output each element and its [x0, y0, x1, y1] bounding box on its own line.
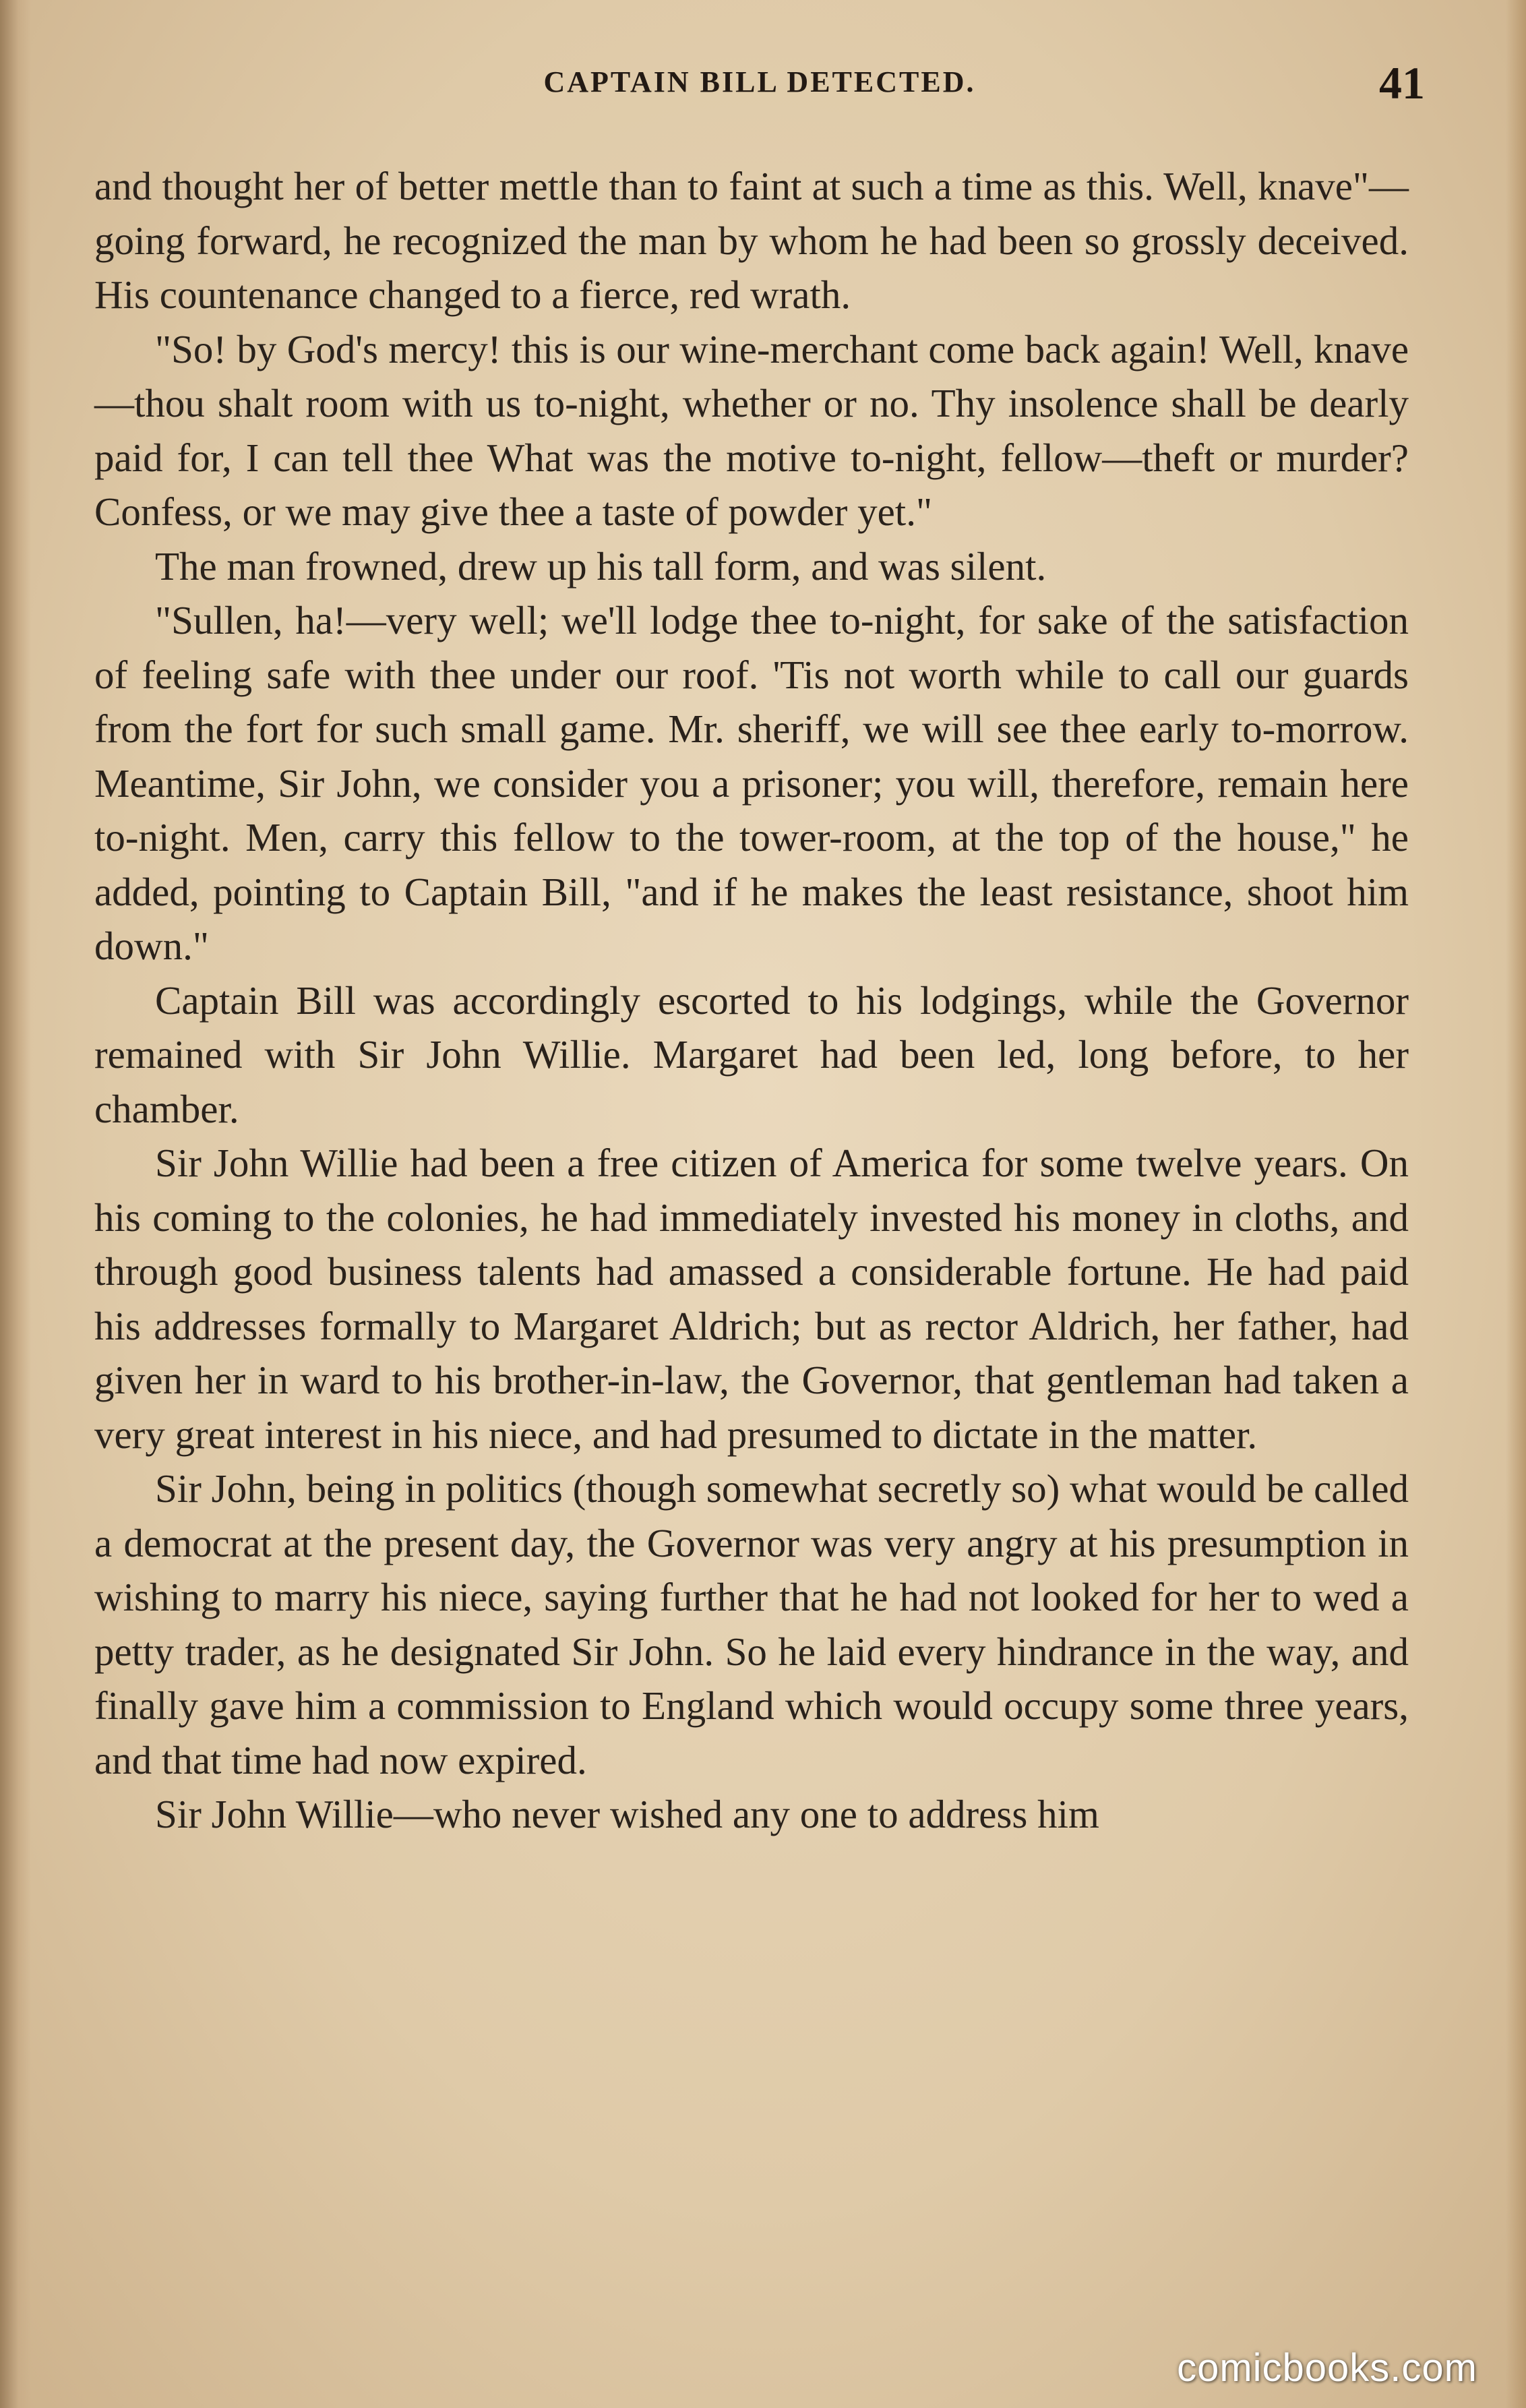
paragraph-6: Sir John Willie had been a free citizen of America for some twelve years. On his coming to the colonies, he had immediately invested his money in cloths, and through good business talents had amassed a considerable fortune. He had paid his addresses formally to Margaret Aldrich; but as rector Aldrich, her father, had given her in ward to his brother-in-law, the Governor, that gentleman had taken a very great interest in his niece, and had presumed to dictate in the matter.	[94, 1141, 1409, 1457]
paragraph-8: Sir John Willie—who never wished any one to address him	[155, 1792, 1099, 1836]
page-edge-shadow-right	[1506, 0, 1526, 2408]
page-header	[94, 57, 1425, 117]
paragraph-5: Captain Bill was accordingly escorted to his lodgings, while the Governor remained with Sir John Willie. Margaret had been led, long before, to her chamber.	[94, 977, 1409, 1131]
page-edge-shadow-left	[0, 0, 31, 2408]
running-head: CAPTAIN BILL DETECTED.	[543, 65, 976, 98]
paragraph-3: The man frowned, drew up his tall form, and was silent.	[155, 543, 1047, 589]
paragraph-7: Sir John, being in politics (though somewhat secretly so) what would be called a democrat at the present day, the Governor was very angry at his presumption in wishing to marry his niece, saying further that he had not looked for her to wed a petty trader, as he designated Sir John. So he laid every hindrance in the way, and finally gave him a commission to England which would occupy some three years, and that time had now expired.	[94, 1466, 1409, 1782]
watermark: comicbooks.com	[1177, 2346, 1477, 2390]
paragraph-4: "Sullen, ha!—very well; we'll lodge thee to-night, for sake of the satisfaction of feeling safe with thee under our roof. 'Tis not worth while to call our guards from the fort for such small game. Mr. sheriff, we will see thee early to-morrow. Meantime, Sir John, we consider you a prisoner; you will, therefore, remain here to-night. Men, carry this fellow to the tower-room, at the top of the house," he added, pointing to Captain Bill, "and if he makes the least resistance, shoot him down."	[94, 598, 1409, 968]
paragraph-1: and thought her of better mettle than to faint at such a time as this. Well, knave"—going forward, he recognized the man by whom he had been so grossly deceived. His countenance changed to a fierce, red wrath.	[94, 164, 1409, 317]
body-text	[94, 159, 1409, 1842]
paragraph-2: "So! by God's mercy! this is our wine-merchant come back again! Well, knave—thou shalt room with us to-night, whether or no. Thy insolence shall be dearly paid for, I can tell thee What was the motive to-night, fellow—theft or murder? Confess, or we may give thee a taste of powder yet."	[94, 326, 1409, 534]
page-number: 41	[1379, 57, 1425, 109]
